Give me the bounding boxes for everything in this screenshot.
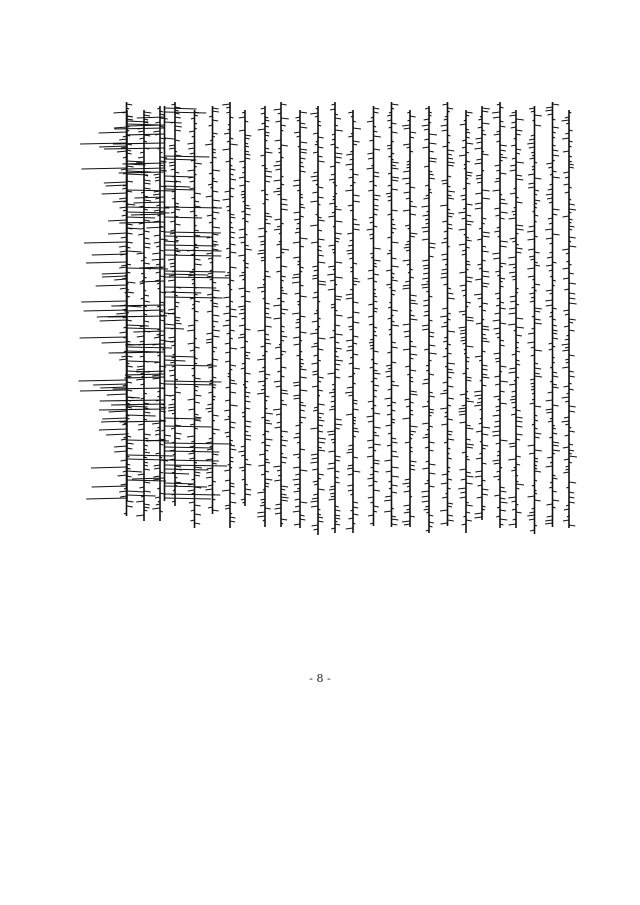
- glyph-strokes: [119, 102, 134, 516]
- text-line: [384, 102, 399, 527]
- text-line: [273, 102, 289, 527]
- text-line: [327, 102, 343, 533]
- glyph-strokes: [136, 110, 152, 521]
- glyph-strokes: [152, 106, 168, 521]
- glyph-strokes: [527, 106, 542, 534]
- text-line: [366, 106, 381, 526]
- glyph-strokes: [384, 102, 399, 527]
- glyph-strokes: [273, 102, 289, 527]
- glyph-strokes: [187, 110, 202, 528]
- glyph-strokes: [492, 102, 508, 528]
- glyph-strokes: [292, 110, 308, 528]
- text-line: [474, 106, 490, 520]
- glyph-strokes: [561, 110, 577, 528]
- glyph-strokes: [257, 106, 273, 527]
- glyph-strokes: [440, 102, 455, 526]
- text-line: [421, 106, 437, 533]
- glyph-strokes: [205, 106, 220, 514]
- glyph-strokes: [402, 110, 418, 527]
- glyph-strokes: [458, 110, 474, 533]
- text-line: [492, 102, 508, 528]
- text-line: [187, 110, 202, 528]
- text-line: [561, 110, 577, 528]
- glyph-strokes: [545, 102, 560, 527]
- text-line: [345, 110, 361, 533]
- text-line: [458, 110, 474, 533]
- glyph-strokes: [310, 106, 326, 535]
- glyph-strokes: [474, 106, 490, 520]
- text-line: [238, 110, 252, 506]
- glyph-strokes: [508, 110, 524, 528]
- text-line: [508, 110, 524, 528]
- text-line: [440, 102, 455, 526]
- glyph-strokes: [345, 110, 361, 533]
- text-line: [222, 102, 238, 528]
- text-line: [168, 102, 182, 506]
- glyph-strokes: [366, 106, 381, 526]
- text-line: [205, 106, 220, 514]
- text-line: [310, 106, 326, 535]
- text-line: [402, 110, 418, 527]
- glyph-strokes: [238, 110, 252, 506]
- text-line: [292, 110, 308, 528]
- glyph-strokes: [421, 106, 437, 533]
- glyph-strokes: [222, 102, 238, 528]
- text-line: [527, 106, 542, 534]
- glyph-strokes: [168, 102, 182, 506]
- page-number: - 8 -: [309, 672, 331, 685]
- text-line: [257, 106, 273, 527]
- text-line: [136, 110, 152, 521]
- text-line: [119, 102, 134, 516]
- glyph-strokes: [327, 102, 343, 533]
- text-line: [545, 102, 560, 527]
- text-line: [152, 106, 168, 521]
